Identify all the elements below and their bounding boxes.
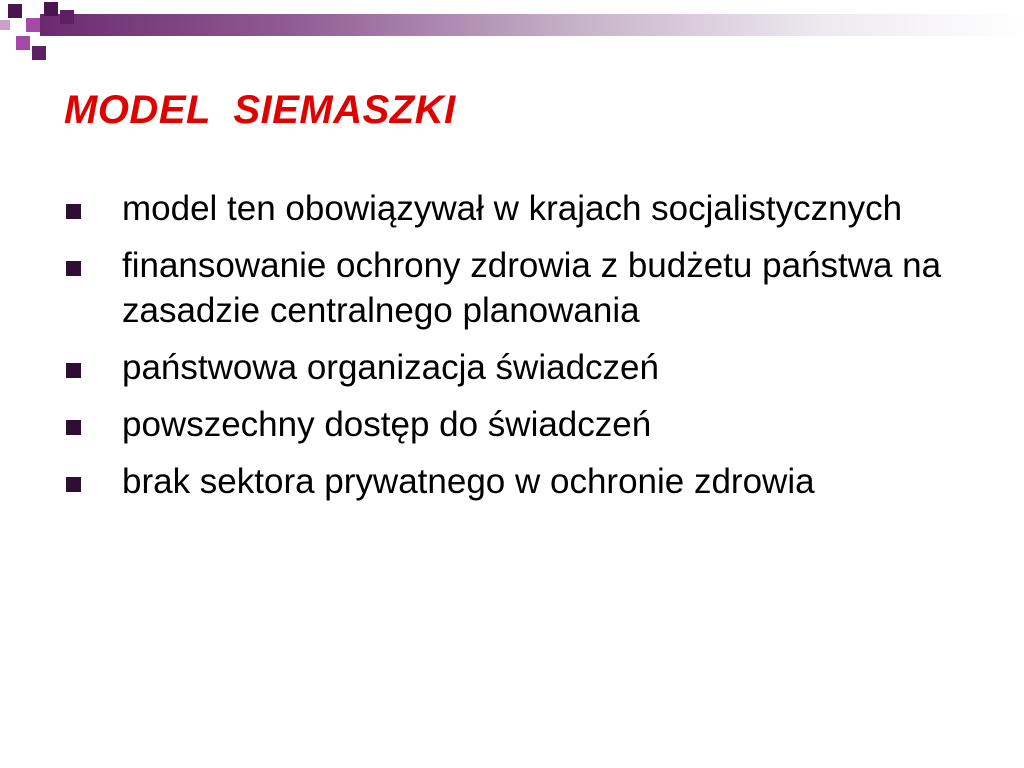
decorative-square: [0, 20, 10, 30]
bullet-item: [64, 186, 984, 231]
bullet-list: [64, 186, 984, 516]
square-bullet-icon: [66, 261, 81, 276]
decorative-square: [16, 36, 30, 50]
decorative-square: [60, 10, 74, 24]
square-bullet-icon: [66, 420, 81, 435]
bullet-text: powszechny dostęp do świadczeń: [122, 405, 652, 444]
decorative-square: [8, 4, 22, 18]
decorative-square: [26, 18, 40, 32]
slide-title: MODEL SIEMASZKI: [64, 88, 456, 132]
bullet-item: [64, 345, 984, 390]
bullet-text: brak sektora prywatnego w ochronie zdrowia: [122, 462, 815, 501]
square-bullet-icon: [66, 477, 81, 492]
header-gradient-band: [40, 14, 1024, 36]
bullet-text: model ten obowiązywał w krajach socjalistycznych: [122, 189, 903, 228]
square-bullet-icon: [66, 363, 81, 378]
bullet-text: państwowa organizacja świadczeń: [122, 348, 659, 387]
square-bullet-icon: [66, 204, 81, 219]
decorative-square: [32, 46, 46, 60]
bullet-text: finansowanie ochrony zdrowia z budżetu państwa na zasadzie centralnego planowania: [122, 246, 942, 330]
decorative-square: [44, 2, 58, 16]
bullet-item: [64, 243, 984, 333]
bullet-item: [64, 402, 984, 447]
bullet-item: [64, 459, 984, 504]
